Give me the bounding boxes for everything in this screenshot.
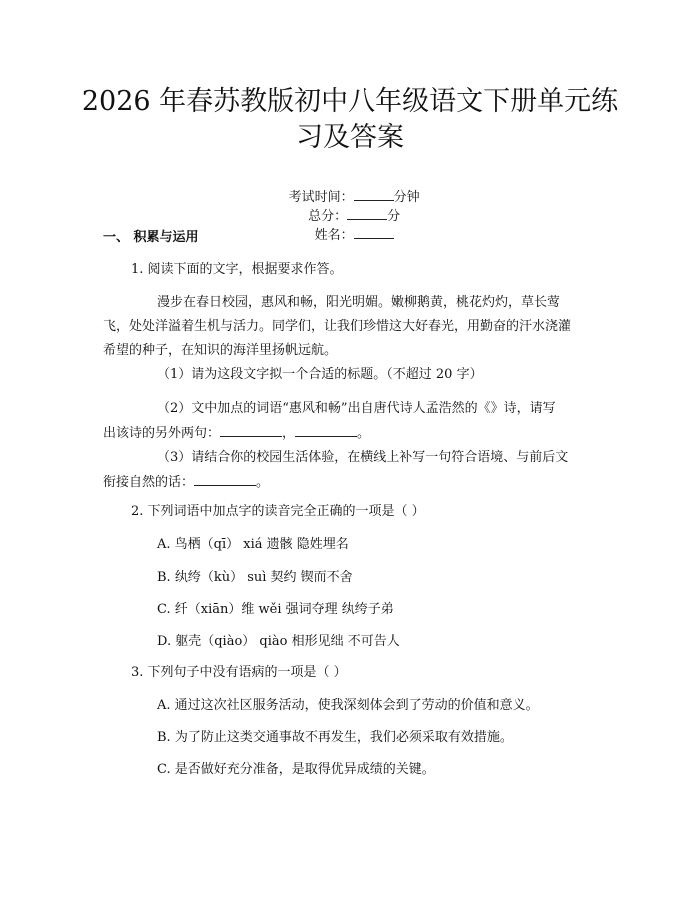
student-name-blank[interactable] (354, 226, 394, 239)
sub-2-end: 。 (357, 426, 371, 441)
question-3-option-c: C. 是否做好充分准备，是取得优异成绩的关键。 (157, 762, 435, 777)
question-2-option-c: C. 纤（xiān）维 wěi 强词夺理 纨绔子弟 (157, 602, 394, 617)
section-heading: 一、 积累与运用 (103, 230, 199, 245)
question-2-option-d: D. 躯壳（qiào） qiào 相形见绌 不可告人 (157, 634, 400, 649)
sub-3-prefix: 衔接自然的话： (103, 475, 195, 490)
question-2-option-b: B. 纨绔（kù） suì 契约 锲而不舍 (157, 570, 353, 585)
passage-line-2: 飞，处处洋溢着生机与活力。同学们，让我们珍惜这大好春光，用勤奋的汗水浇灌 (103, 319, 572, 334)
answer-blank-1[interactable] (220, 424, 282, 437)
sub-3-end: 。 (256, 475, 270, 490)
total-score-field (308, 209, 400, 224)
question-3-option-b: B. 为了防止这类交通事故不再发生，我们必须采取有效措施。 (157, 730, 513, 745)
question-1-sub-3-line-2 (103, 473, 269, 492)
exam-time-field (289, 190, 420, 205)
question-3-stem: 3. 下列句子中没有语病的一项是（ ） (131, 665, 347, 680)
passage-line-1: 漫步在春日校园，惠风和畅，阳光明媚。嫩柳鹅黄，桃花灼灼，草长莺 (157, 295, 561, 310)
question-1-sub-1: （1）请为这段文字拟一个合适的标题。（不超过 20 字） (157, 367, 483, 382)
exam-time-label: 考试时间： (288, 190, 354, 205)
total-score-label: 总分： (308, 209, 348, 224)
document-title-line-1: 2026 年春苏教版初中八年级语文下册单元练 (81, 86, 619, 117)
question-1-sub-2-line-2 (103, 424, 370, 443)
question-2-stem: 2. 下列词语中加点字的读音完全正确的一项是（ ） (131, 504, 425, 519)
total-score-blank[interactable] (347, 207, 387, 220)
answer-blank-2[interactable] (295, 424, 357, 437)
answer-blank-3[interactable] (194, 473, 256, 486)
total-score-unit: 分 (387, 209, 401, 224)
sub-2-separator: ， (282, 426, 296, 441)
question-1-stem: 1. 阅读下面的文字，根据要求作答。 (131, 262, 343, 277)
question-2-option-a: A. 鸟栖（qī） xiá 遗骸 隐姓埋名 (157, 537, 349, 552)
question-3-option-a: A. 通过这次社区服务活动，使我深刻体会到了劳动的价值和意义。 (157, 698, 539, 713)
sub-2-prefix: 出该诗的另外两句： (103, 426, 221, 441)
question-1-sub-2-line-1: （2）文中加点的词语“惠风和畅”出自唐代诗人孟浩然的《》诗，请写 (157, 401, 556, 416)
question-1-sub-3-line-1: （3）请结合你的校园生活体验，在横线上补写一句符合语境、与前后文 (157, 450, 569, 465)
exam-time-unit: 分钟 (393, 190, 420, 205)
document-title-line-2: 习及答案 (296, 122, 404, 153)
passage-line-3: 希望的种子，在知识的海洋里扬帆远航。 (103, 343, 338, 358)
exam-time-blank[interactable] (354, 188, 394, 201)
student-name-label: 姓名： (314, 228, 354, 243)
student-name-field (315, 228, 394, 243)
